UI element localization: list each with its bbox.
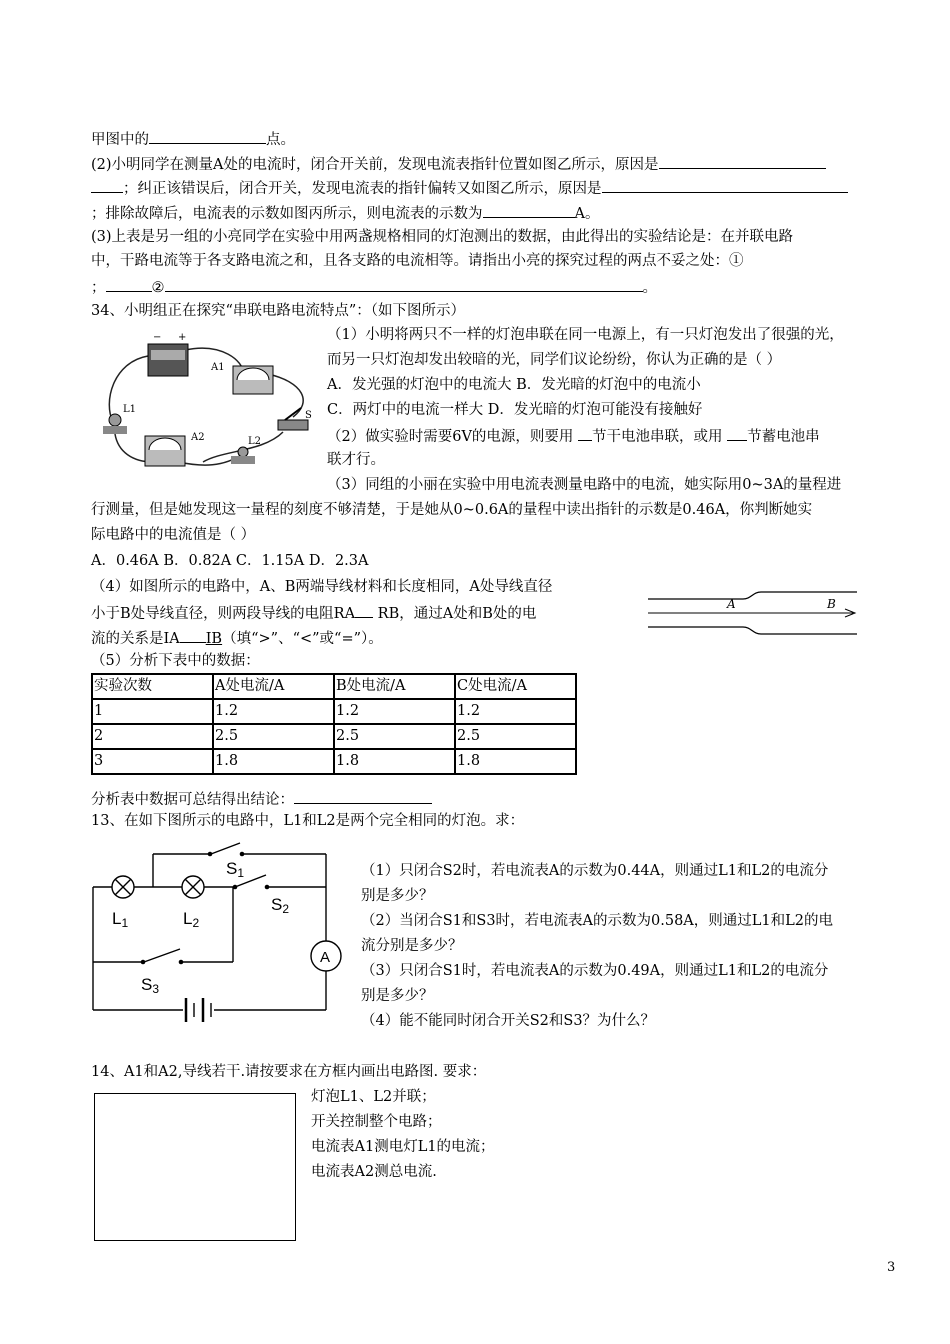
q13-part3-line2: 别是多少？ [361,988,434,1004]
table-cell: 3 [92,749,213,774]
q34-p3-line2: 行测量，但是她发现这一量程的刻度不够清楚，于是她从0~0.6A的量程中读出指针的示数是0.46A，你判断她实 [91,502,813,518]
q14-requirement-3: 电流表A1测电灯L1的电流； [311,1139,495,1155]
q34-p5: （5）分析下表中的数据： [91,653,260,669]
table-header: 实验次数 [92,674,213,699]
table-cell: 2 [92,724,213,749]
q14-requirement-2: 开关控制整个电路； [311,1114,442,1130]
svg-text:L2: L2 [248,436,262,447]
q33-line3: ；纠正该错误后，闭合开关，发现电流表的指针偏转又如图乙所示，原因是 [91,177,848,199]
svg-text:B: B [827,597,836,611]
table-cell: 1 [92,699,213,724]
svg-text:L2: L2 [183,909,200,930]
svg-text:−: − [153,332,162,343]
q14-requirement-4: 电流表A2测总电流. [311,1164,437,1180]
table-cell: 2.5 [213,724,334,749]
table-header-row [92,674,576,699]
blank[interactable] [578,425,592,441]
q14-requirement-1: 灯泡L1、L2并联； [311,1089,436,1105]
q34-p2-line1: （2）做实验时需要6V的电源，则要用 节干电池串联，或用 节蓄电池串 [327,425,820,447]
q33-line2: (2)小明同学在测量A处的电流时，闭合开关前，发现电流表指针位置如图乙所示，原因是 [91,153,826,175]
q34-conclusion: 分析表中数据可总结得出结论： [91,788,432,810]
q34-p4-line1: （4）如图所示的电路中，A、B两端导线材料和长度相同，A处导线直径 [91,579,553,595]
table-cell: 2.5 [334,724,455,749]
table-row [92,724,576,749]
q34-p4-line2: 小于B处导线直径，则两段导线的电阻RA RB，通过A处和B处的电 [91,602,536,624]
table-header: B处电流/A [334,674,455,699]
svg-text:S: S [305,410,312,421]
q13-part4: （4）能不能同时闭合开关S2和S3？为什么？ [361,1013,656,1029]
q13-part2-line2: 流分别是多少？ [361,938,463,954]
table-cell: 1.8 [213,749,334,774]
table-cell: 1.2 [334,699,455,724]
svg-text:A2: A2 [191,432,205,443]
q34-p1-line1: （1）小明将两只不一样的灯泡串联在同一电源上，有一只灯泡发出了很强的光， [327,327,844,343]
svg-text:+: + [178,332,187,343]
q34-p3-options: A．0.46A B．0.82A C．1.15A D．2.3A [91,553,369,569]
q13-part3-line1: （3）只闭合S1时，若电流表A的示数为0.49A，则通过L1和L2的电流分 [361,963,829,979]
table-row [92,699,576,724]
q34-p3-line1: （3）同组的小丽在实验中用电流表测量电路中的电流，她实际用0~3A的量程进 [327,477,842,493]
table-header: A处电流/A [213,674,334,699]
blank[interactable] [91,177,123,193]
q33-line4: ；排除故障后，电流表的示数如图丙所示，则电流表的示数为 A。 [91,202,599,224]
drawing-box[interactable] [94,1093,296,1241]
blank[interactable] [165,276,643,292]
q34-options-cd: C．两灯中的电流一样大 D．发光暗的灯泡可能没有接触好 [327,402,703,418]
blank[interactable] [149,128,266,144]
q33-line1: 甲图中的 点。 [91,128,295,150]
q34-p2-line2: 联才行。 [327,452,385,468]
table-cell: 1.8 [334,749,455,774]
svg-text:A1: A1 [211,362,225,373]
blank[interactable] [180,627,206,643]
wire-diagram [645,586,860,638]
q34-p1-line2: 而另一只灯泡却发出较暗的光，同学们议论纷纷，你认为正确的是（ ） [327,352,782,368]
q14-title: 14、A1和A2,导线若干.请按要求在方框内画出电路图. 要求： [91,1064,487,1080]
current-data-table [91,673,577,775]
table-header: C处电流/A [455,674,576,699]
svg-text:S1: S1 [226,859,245,880]
svg-text:S2: S2 [271,895,290,916]
q13-part1-line2: 别是多少？ [361,888,434,904]
blank[interactable] [106,276,152,292]
q13-part2-line1: （2）当闭合S1和S3时，若电流表A的示数为0.58A，则通过L1和L2的电 [361,913,833,929]
svg-text:A: A [727,597,736,611]
q13-part1-line1: （1）只闭合S2时，若电流表A的示数为0.44A，则通过L1和L2的电流分 [361,863,829,879]
svg-text:L1: L1 [112,909,129,930]
svg-text:S3: S3 [141,975,160,996]
blank[interactable] [602,177,848,193]
table-cell: 1.2 [455,699,576,724]
q13-title: 13、在如下图所示的电路中，L1和L2是两个完全相同的灯泡。求： [91,813,525,829]
q13-circuit-diagram [90,840,360,1030]
q33-line6: 中，干路电流等于各支路电流之和，且各支路的电流相等。请指出小亮的探究过程的两点不妥之处：① [91,253,744,269]
page-number: 3 [887,1260,896,1275]
blank[interactable] [483,202,575,218]
svg-text:A: A [320,949,331,966]
q34-title: 34、小明组正在探究“串联电路电流特点”：（如下图所示） [91,303,466,319]
blank[interactable] [294,788,432,804]
blank[interactable] [355,602,373,618]
q34-options-ab: A．发光强的灯泡中的电流大 B．发光暗的灯泡中的电流小 [327,377,701,393]
table-cell: 2.5 [455,724,576,749]
blank[interactable] [659,153,826,169]
q33-line7: ； ② 。 [91,276,657,298]
blank[interactable] [727,425,747,441]
table-cell: 1.8 [455,749,576,774]
series-circuit-photo [93,322,323,478]
table-row [92,749,576,774]
q33-line5: (3)上表是另一组的小亮同学在实验中用两盏规格相同的灯泡测出的数据，由此得出的实验结论是：在并联电路 [91,229,794,245]
q34-p3-line3: 际电路中的电流值是（ ） [91,527,256,543]
q34-p4-line3: 流的关系是IA IB（填“>”、“<”或“=”）。 [91,627,383,649]
table-cell: 1.2 [213,699,334,724]
svg-text:L1: L1 [123,404,137,415]
